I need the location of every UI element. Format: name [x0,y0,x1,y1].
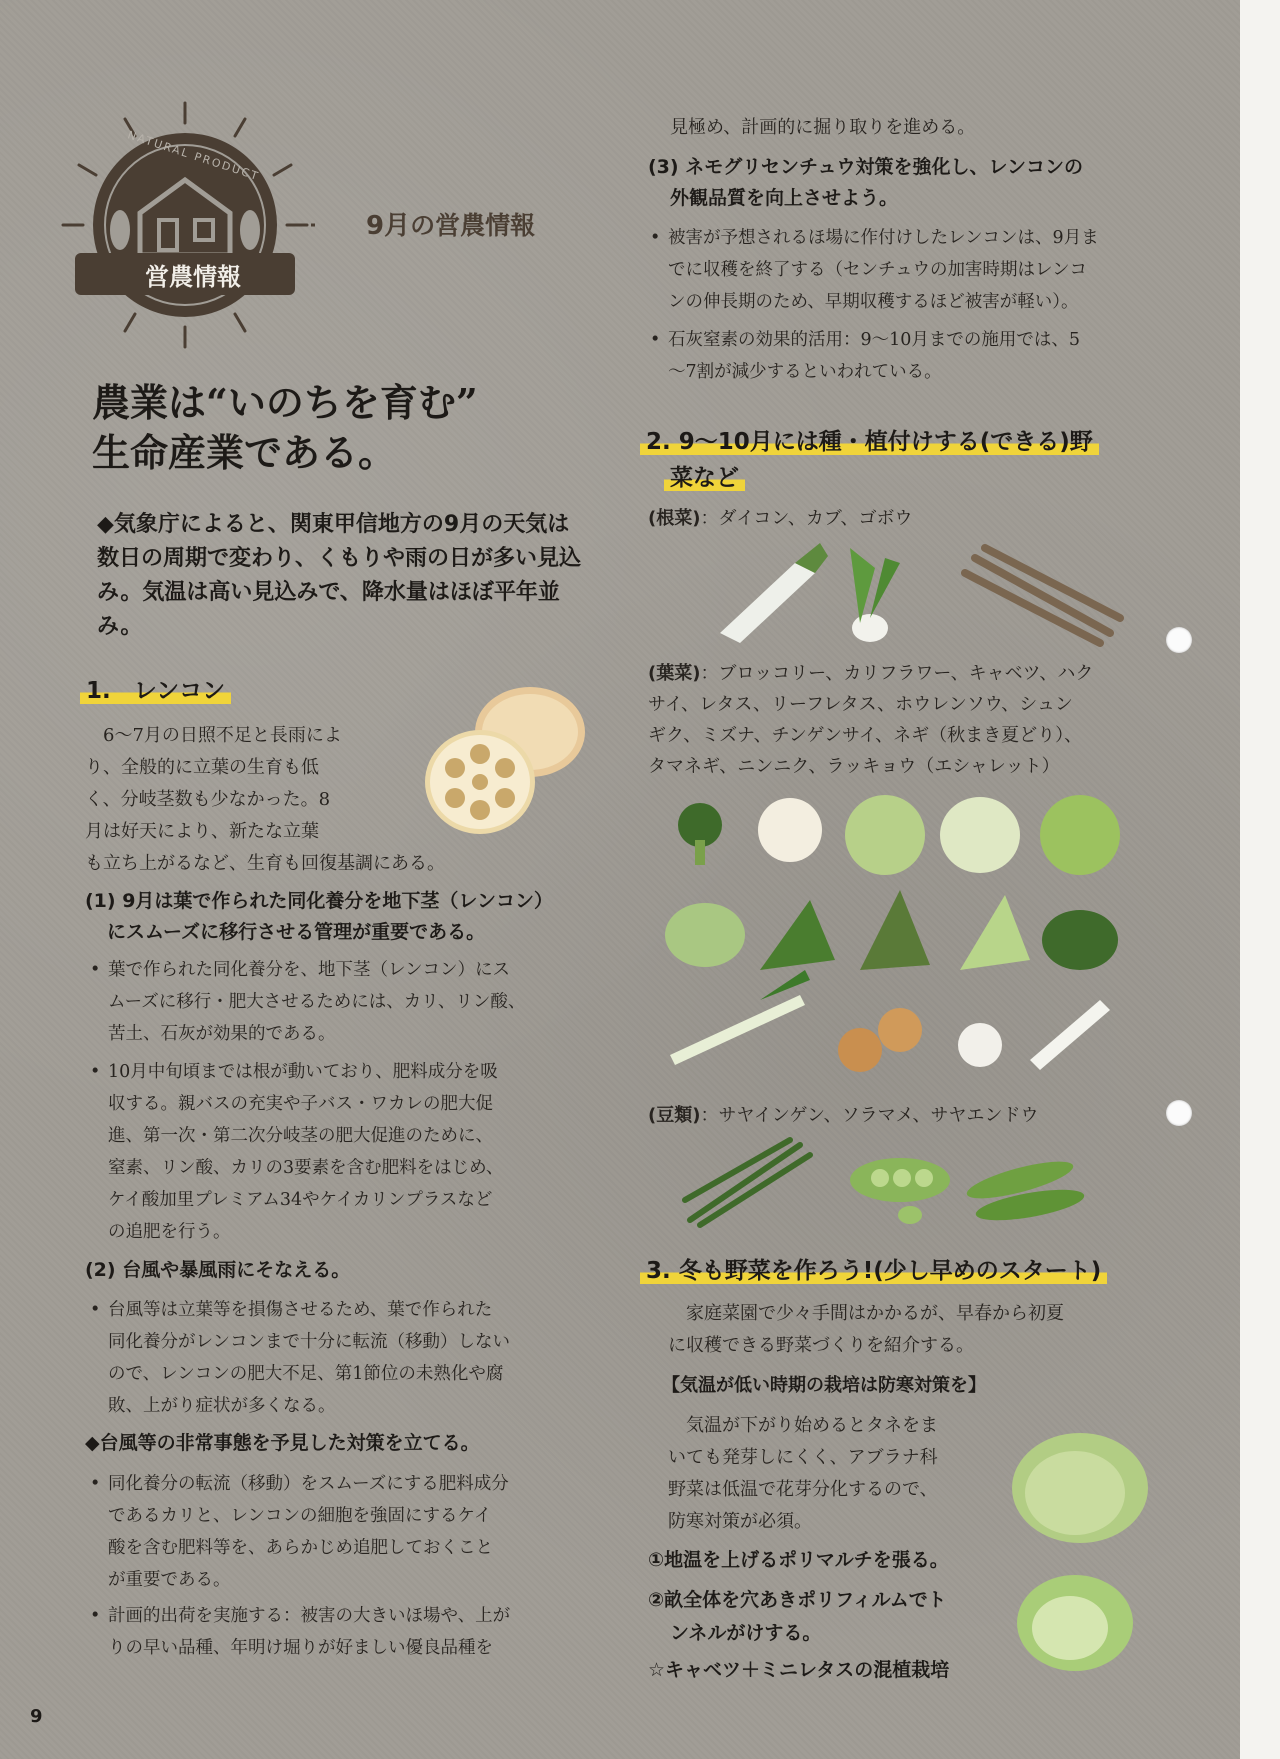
headline [92,378,478,478]
sec1-intro: 6〜7月の日照不足と長雨によ り、全般的に立葉の生育も低 く、分岐茎数も少なかった。8 月は好天により、新たな立葉 も立ち上がるなど、生育も回復基調にある。 [85,725,445,874]
col2-bullet6: • 被害が予想されるほ場に作付けしたレンコンは、9月ま でに収穫を終了する（センチュウの加害時期はレンコ ンの伸長期のため、早期収穫するほど被害が軽い）。 [650,222,1099,318]
headline-line2: 生命産業である。 [92,430,397,475]
sec3-box-title: 【気温が低い時期の栽培は防寒対策を】 [662,1375,986,1396]
section-title [366,205,535,242]
sec3-intro: 家庭菜園で少々手間はかかるが、早春から初夏 に収穫できる野菜づくりを紹介する。 [668,1303,1064,1356]
binder-hole [1166,627,1192,653]
badge-label: 営農情報 [145,263,241,291]
sec1-bullet1: • 葉で作られた同化養分を、地下茎（レンコン）にス ムーズに移行・肥大させるためには、カリ、リン酸、 苦土、石灰が効果的である。 [90,954,525,1050]
sec1-bullet2: • 10月中旬頃までは根が動いており、肥料成分を吸 収する。親バスの充実や子バス・ワカレの肥大促 進、第一次・第二次分岐茎の肥大促進のために、 窒素、リン酸、カリの3要素を含む肥料をはじめ、 ケイ酸加里プレミアム34やケイカリンプラスなど の追肥を行う。 [90,1056,503,1248]
leaf-vegetables-image [660,790,1130,1090]
headline-line1: 農業は“いのちを育む” [92,380,478,425]
col2-bullet7: • 石灰窒素の効果的活用：9〜10月までの施用では、5 〜7割が減少するといわれている。 [650,324,1080,388]
bean-vegetables-image [680,1130,1110,1230]
cabbage-lettuce-image [1005,1428,1155,1678]
sec1-bullet3: • 台風等は立葉等を損傷させるため、葉で作られた 同化養分がレンコンまで十分に転流（移動）しない ので、レンコンの肥大不足、第1節位の未熟化や腐 敗、上がり症状が多くなる。 [90,1294,510,1422]
section-title-rest: の営農情報 [410,211,536,240]
sec1-sub1: (1) 9月は葉で作られた同化養分を地下茎（レンコン） にスムーズに移行させる管理が重要である。 [85,890,553,943]
sec3-body: 気温が下がり始めるとタネをま いても発芽しにくく、アブラナ科 野菜は低温で花芽分化するので、 防寒対策が必須。 [668,1415,938,1532]
sec3-step1: ①地温を上げるポリマルチを張る。 [648,1549,949,1571]
sec3-heading: 3. 冬も野菜を作ろう!(少し早めのスタート) [640,1252,1107,1285]
sec2-heading: 2. 9〜10月には種・植付けする(できる)野 菜など [640,424,1099,496]
sec3-star: ☆キャベツ＋ミニレタスの混植栽培 [648,1659,950,1681]
binder-hole [1166,1100,1192,1126]
bean-veg-line: (豆類)：サヤインゲン、ソラマメ、サヤエンドウ [648,1105,1039,1126]
eino-badge-logo [55,95,315,355]
lead-paragraph: ◆気象庁によると、関東甲信地方の9月の天気は数日の周期で変わり、くもりや雨の日が多い見込み。気温は高い見込みで、降水量はほぼ平年並み。 [97,512,582,639]
lotus-root-image [420,682,590,842]
root-veg-line: (根菜)：ダイコン、カブ、ゴボウ [648,508,913,529]
sec1-heading: 1. レンコン [80,672,231,705]
root-vegetables-image [700,538,1130,648]
sec1-sub3: ◆台風等の非常事態を予見した対策を立てる。 [85,1432,480,1454]
section-title-month: 9月 [366,211,411,241]
scan-margin [1240,0,1280,1759]
col2-continued: 見極め、計画的に掘り取りを進める。 [670,117,976,138]
leaf-veg-lines: (葉菜)：ブロッコリー、カリフラワー、キャベツ、ハク サイ、レタス、リーフレタス、ホウレンソウ、シュン ギク、ミズナ、チンゲンサイ、ネギ（秋まき夏どり）、 タマネギ、ニンニク、ラッキョウ（エシャレット） [648,663,1094,777]
sec1-sub2: (2) 台風や暴風雨にそなえる。 [85,1259,351,1281]
sec1-bullet4: • 同化養分の転流（移動）をスムーズにする肥料成分 であるカリと、レンコンの細胞を強固にするケイ 酸を含む肥料等を、あらかじめ追肥しておくこと が重要である。 [90,1468,509,1596]
sec1-bullet5: • 計画的出荷を実施する：被害の大きいほ場や、上が りの早い品種、年明け堀りが好ましい優良品種を [90,1600,510,1664]
sec3-step2: ②畝全体を穴あきポリフィルムでト ンネルがけする。 [648,1589,947,1644]
page-number: 9 [30,1706,43,1727]
badge-arc-text: NATURAL PRODUCT [125,128,262,184]
col2-sub3: (3) ネモグリセンチュウ対策を強化し、レンコンの 外観品質を向上させよう。 [648,156,1083,209]
